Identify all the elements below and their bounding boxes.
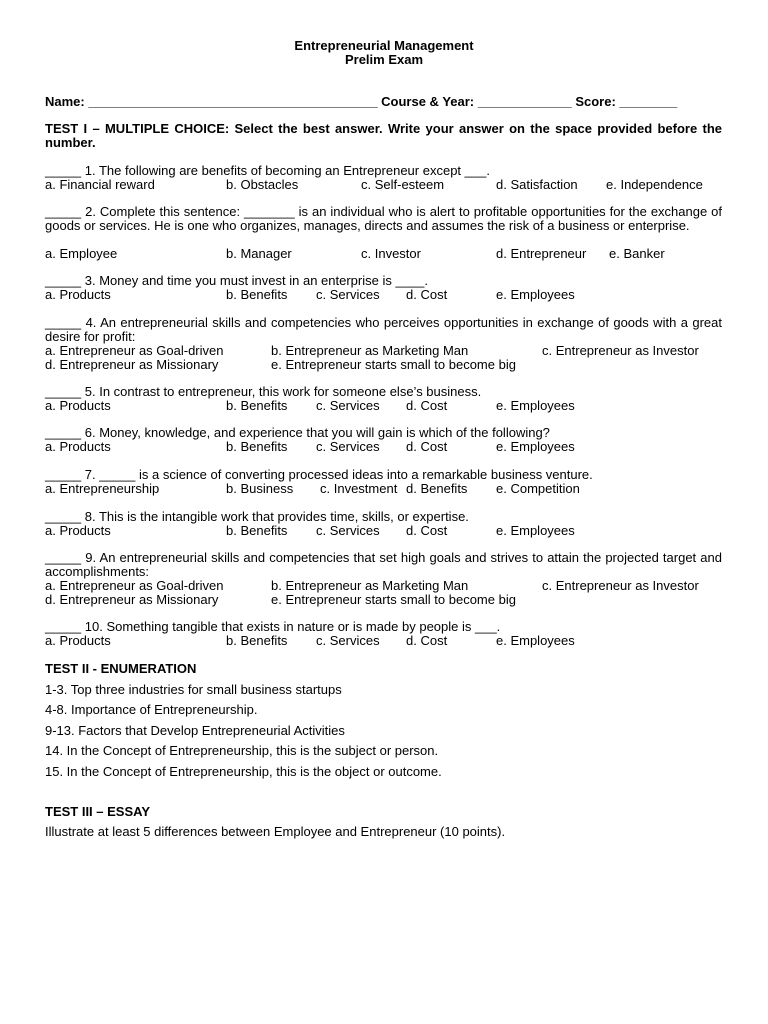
exam-title: Entrepreneurial Management bbox=[294, 38, 474, 53]
question-7-text: _____ 7. _____ is a science of converting processed ideas into a remarkable business venture. bbox=[45, 467, 593, 482]
question-10-text: _____ 10. Something tangible that exists in nature or is made by people is ___. bbox=[45, 619, 501, 634]
q5-choice-e: e. Employees bbox=[496, 398, 575, 413]
q4-choice-d: d. Entrepreneur as Missionary bbox=[45, 357, 219, 372]
question-8-text: _____ 8. This is the intangible work that provides time, skills, or expertise. bbox=[45, 509, 469, 524]
exam-subtitle: Prelim Exam bbox=[344, 52, 424, 67]
test2-heading: TEST II - ENUMERATION bbox=[45, 661, 197, 676]
q9-choice-e: e. Entrepreneur starts small to become big bbox=[271, 592, 516, 607]
q9-choice-a: a. Entrepreneur as Goal-driven bbox=[45, 578, 224, 593]
q8-choice-d: d. Cost bbox=[406, 523, 448, 538]
q4-choice-a: a. Entrepreneur as Goal-driven bbox=[45, 343, 224, 358]
q2-choice-a: a. Employee bbox=[45, 246, 118, 261]
q9-choice-d: d. Entrepreneur as Missionary bbox=[45, 592, 219, 607]
student-info-line: Name: ________________________________________ Course & Year: _____________ Score: ________ bbox=[45, 94, 678, 109]
q3-choice-e: e. Employees bbox=[496, 287, 575, 302]
q10-choice-d: d. Cost bbox=[406, 633, 448, 648]
q1-choice-b: b. Obstacles bbox=[226, 177, 299, 192]
essay-prompt: Illustrate at least 5 differences between Employee and Entrepreneur (10 points). bbox=[45, 824, 506, 839]
q1-choice-a: a. Financial reward bbox=[45, 177, 155, 192]
test1-heading: TEST I – MULTIPLE CHOICE: Select the best answer. Write your answer on the space provided before the number. bbox=[45, 121, 722, 150]
q1-choice-e: e. Independence bbox=[606, 177, 703, 192]
q6-choice-c: c. Services bbox=[316, 439, 380, 454]
q6-choice-a: a. Products bbox=[45, 439, 111, 454]
q8-choice-c: c. Services bbox=[316, 523, 380, 538]
q4-choice-e: e. Entrepreneur starts small to become big bbox=[271, 357, 516, 372]
q2-choice-b: b. Manager bbox=[226, 246, 292, 261]
q3-choice-d: d. Cost bbox=[406, 287, 448, 302]
q2-choice-d: d. Entrepreneur bbox=[496, 246, 587, 261]
q6-choice-d: d. Cost bbox=[406, 439, 448, 454]
question-3-text: _____ 3. Money and time you must invest in an enterprise is ____. bbox=[45, 273, 428, 288]
enum-item-2: 4-8. Importance of Entrepreneurship. bbox=[45, 702, 258, 717]
question-2-text: _____ 2. Complete this sentence: _______ is an individual who is alert to profitable opportunities for the exchange of goods or services. He is one who organizes, manages, directs and assumes the risk of a business or enterprise. bbox=[45, 204, 722, 233]
q9-choice-b: b. Entrepreneur as Marketing Man bbox=[271, 578, 469, 593]
question-1-text: _____ 1. The following are benefits of becoming an Entrepreneur except ___. bbox=[45, 163, 490, 178]
question-4-text: _____ 4. An entrepreneurial skills and competencies who perceives opportunities in exchange of goods with a great desire for profit: bbox=[45, 315, 722, 344]
enum-item-1: 1-3. Top three industries for small business startups bbox=[45, 682, 342, 697]
q7-choice-c: c. Investment bbox=[320, 481, 398, 496]
q8-choice-a: a. Products bbox=[45, 523, 111, 538]
q7-choice-e: e. Competition bbox=[496, 481, 580, 496]
test3-heading: TEST III – ESSAY bbox=[45, 804, 151, 819]
q10-choice-c: c. Services bbox=[316, 633, 380, 648]
q1-choice-c: c. Self-esteem bbox=[361, 177, 445, 192]
q6-choice-e: e. Employees bbox=[496, 439, 575, 454]
question-5-text: _____ 5. In contrast to entrepreneur, this work for someone else’s business. bbox=[45, 384, 482, 399]
q5-choice-a: a. Products bbox=[45, 398, 111, 413]
question-6-text: _____ 6. Money, knowledge, and experience that you will gain is which of the following? bbox=[45, 425, 550, 440]
q5-choice-b: b. Benefits bbox=[226, 398, 288, 413]
enum-item-4: 14. In the Concept of Entrepreneurship, this is the subject or person. bbox=[45, 743, 439, 758]
q10-choice-e: e. Employees bbox=[496, 633, 575, 648]
q7-choice-a: a. Entrepreneurship bbox=[45, 481, 160, 496]
q10-choice-b: b. Benefits bbox=[226, 633, 288, 648]
q3-choice-b: b. Benefits bbox=[226, 287, 288, 302]
q6-choice-b: b. Benefits bbox=[226, 439, 288, 454]
q5-choice-d: d. Cost bbox=[406, 398, 448, 413]
enum-item-3: 9-13. Factors that Develop Entrepreneurial Activities bbox=[45, 723, 345, 738]
q4-choice-b: b. Entrepreneur as Marketing Man bbox=[271, 343, 469, 358]
q2-choice-c: c. Investor bbox=[361, 246, 421, 261]
q8-choice-b: b. Benefits bbox=[226, 523, 288, 538]
q4-choice-c: c. Entrepreneur as Investor bbox=[542, 343, 699, 358]
q3-choice-a: a. Products bbox=[45, 287, 111, 302]
q5-choice-c: c. Services bbox=[316, 398, 380, 413]
question-9-text: _____ 9. An entrepreneurial skills and competencies that set high goals and strives to attain the projected target and accomplishments: bbox=[45, 550, 722, 579]
q7-choice-b: b. Business bbox=[226, 481, 294, 496]
q1-choice-d: d. Satisfaction bbox=[496, 177, 578, 192]
q2-choice-e: e. Banker bbox=[609, 246, 665, 261]
q9-choice-c: c. Entrepreneur as Investor bbox=[542, 578, 699, 593]
q10-choice-a: a. Products bbox=[45, 633, 111, 648]
q7-choice-d: d. Benefits bbox=[406, 481, 468, 496]
enum-item-5: 15. In the Concept of Entrepreneurship, this is the object or outcome. bbox=[45, 764, 442, 779]
q8-choice-e: e. Employees bbox=[496, 523, 575, 538]
q3-choice-c: c. Services bbox=[316, 287, 380, 302]
